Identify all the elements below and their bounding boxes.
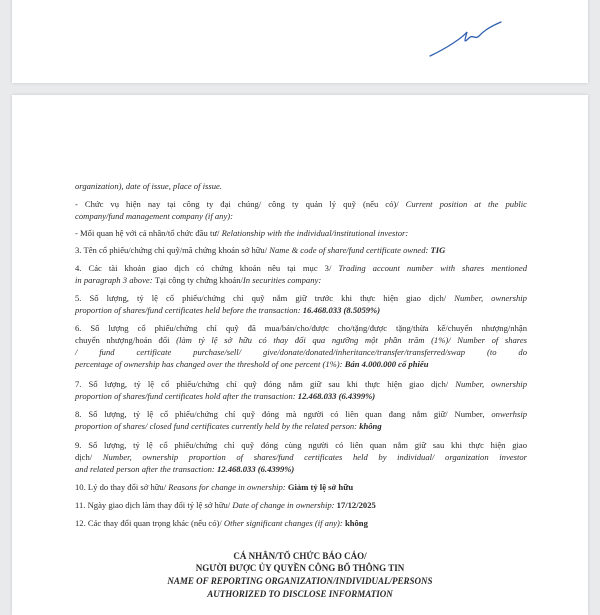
paragraph-7-line [75, 379, 527, 390]
paragraph-9-line [75, 452, 527, 463]
text-segment: - Mối quan hệ với cá nhân/tổ chức đầu tư/ [75, 228, 222, 238]
text-segment: dịch/ [75, 452, 103, 462]
text-segment: Tại công ty chứng khoán/ [154, 275, 243, 285]
paragraph-5-line [75, 293, 527, 304]
text-segment: percentage of ownership has changed over the threshold of one percent (1%): [75, 359, 345, 369]
paragraph-6-line [75, 359, 527, 370]
text-segment: 8. Số lượng, tỷ lệ cổ phiếu/chứng chỉ quỹ đóng mà người có liên quan đang nắm giữ/ Number, [75, 409, 492, 419]
text-segment: Number, ownership [455, 379, 527, 389]
text-segment: Bán 4.000.000 cổ phiếu [344, 359, 429, 369]
text-segment: 7. Số lượng, tỷ lệ cổ phiếu/chứng chỉ quỹ đóng nắm giữ sau khi thực hiện giao dịch/ [75, 379, 456, 389]
text-segment: organization), date of issue, place of issue. [75, 181, 222, 191]
paragraph-6-line [75, 347, 527, 358]
previous-page [12, 0, 588, 83]
text-segment: Number, ownership [454, 293, 527, 303]
text-segment: company/fund management company (if any): [75, 211, 233, 221]
paragraph-6-line [75, 323, 527, 334]
text-segment: Current position at the public [405, 199, 527, 209]
paragraph-12-line [75, 518, 527, 529]
text-segment: (làm tỷ lệ sở hữu có thay đổi qua ngưỡng một phần trăm (1%)/ Number of shares [176, 335, 527, 345]
text-segment: chuyển nhượng/hoán đổi [75, 335, 177, 345]
text-segment: 12.468.033 (6.4399%) [216, 464, 295, 474]
text-segment: Relationship with the individual/institutional investor: [221, 228, 409, 238]
paragraph-8-line [75, 421, 527, 432]
text-segment: Trading account number with shares mentioned [338, 263, 527, 273]
handwritten-signature [427, 18, 507, 63]
text-segment: Name & code of share/fund certificate owned: [269, 245, 431, 255]
paragraph-8-line [75, 409, 527, 420]
text-segment: 4. Các tài khoản giao dịch có chứng khoán nêu tại mục 3/ [75, 263, 339, 273]
text-segment: 6. Số lượng cổ phiếu/chứng chỉ quỹ đã mua/bán/cho/được cho/tặng/được tặng/thừa kế/chuyển nhượng/nhận [75, 323, 527, 333]
signature-heading-vi-1: CÁ NHÂN/TỔ CHỨC BÁO CÁO/ [233, 551, 367, 561]
text-segment: Date of change in ownership: [232, 500, 337, 510]
text-segment: in paragraph 3 above: [75, 275, 155, 285]
text-segment: Number, ownership proportion of shares/fund certificates held by individual/ organization investor [102, 452, 527, 462]
paragraph-6-line [75, 335, 527, 346]
text-segment: 17/12/2025 [336, 500, 376, 510]
text-segment: Other significant changes (if any): [223, 518, 345, 528]
text-segment: proportion of shares/fund certificates hold after the transaction: [75, 391, 298, 401]
paragraph-11-line [75, 500, 527, 511]
text-segment: and related person after the transaction: [75, 464, 217, 474]
text-segment: Reasons for change in ownership: [168, 482, 288, 492]
text-segment: 5. Số lượng, tỷ lệ cổ phiếu/chứng chỉ quỹ nắm giữ trước khi thực hiện giao dịch/ [75, 293, 455, 303]
text-segment: proportion of shares/fund certificates held before the transaction: [75, 305, 303, 315]
text-segment: 12. Các thay đổi quan trọng khác (nếu có)/ [75, 518, 224, 528]
paragraph-2-line [75, 228, 527, 239]
text-segment: 9. Số lượng, tỷ lệ cổ phiếu/chứng chỉ quỹ đóng cùng người có liên quan nắm giữ sau khi thực hiện giao [75, 440, 527, 450]
paragraph-9-line [75, 440, 527, 451]
text-segment: / fund certificate purchase/sell/ give/donate/donated/inheritance/transfer/transferred/swap (to do [75, 347, 527, 357]
paragraph-5-line [75, 305, 527, 316]
text-segment: không [344, 518, 368, 528]
paragraph-7-line [75, 391, 527, 402]
text-segment: proportion of shares/ closed fund certificates currently held by the related person: [75, 421, 360, 431]
text-segment: 11. Ngày giao dịch làm thay đổi tỷ lệ sở hữu/ [75, 500, 233, 510]
signature-heading-en-2: AUTHORIZED TO DISCLOSE INFORMATION [207, 589, 393, 599]
text-segment: Giảm tỷ lệ sở hữu [287, 482, 354, 492]
paragraph-4-line [75, 263, 527, 274]
signature-heading-en-1: NAME OF REPORTING ORGANIZATION/INDIVIDUAL/PERSONS [167, 576, 433, 586]
paragraph-0-line [75, 181, 527, 192]
text-segment: TIG [430, 245, 446, 255]
signature-heading-vi-2: NGƯỜI ĐƯỢC ỦY QUYỀN CÔNG BỐ THÔNG TIN [195, 563, 405, 573]
paragraph-9-line [75, 464, 527, 475]
paragraph-1-line [75, 199, 527, 210]
paragraph-3-line [75, 245, 527, 256]
paragraph-10-line [75, 482, 527, 493]
text-segment: 16.468.033 (8.5059%) [302, 305, 381, 315]
text-segment: không [359, 421, 382, 431]
text-segment: 3. Tên cổ phiếu/chứng chỉ quỹ/mã chứng khoán sở hữu/ [75, 245, 270, 255]
text-segment: In securities company: [242, 275, 322, 285]
text-segment: - Chức vụ hiện nay tại công ty đại chúng/ công ty quản lý quỹ (nếu có)/ [75, 199, 406, 209]
text-segment: 12.468.033 (6.4399%) [297, 391, 376, 401]
paragraph-1-line [75, 211, 527, 222]
text-segment: onwerhsip [491, 409, 527, 419]
paragraph-4-line [75, 275, 527, 286]
text-segment: 10. Lý do thay đổi sở hữu/ [75, 482, 169, 492]
